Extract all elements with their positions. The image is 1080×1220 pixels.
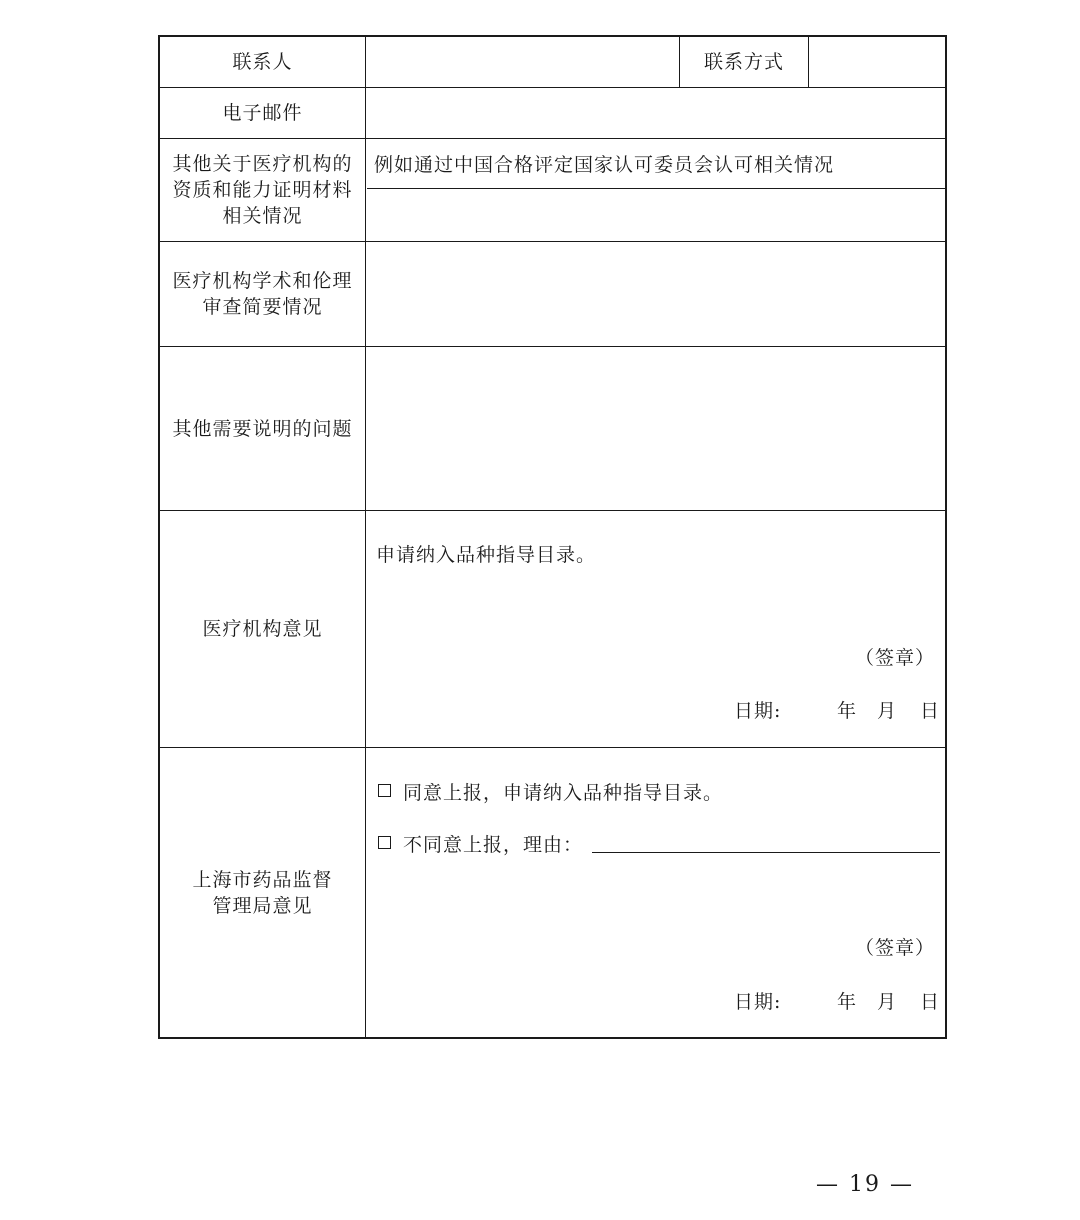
ethics-label: 医疗机构学术和伦理 审查简要情况	[172, 270, 353, 318]
disagree-reason-field[interactable]	[592, 852, 940, 853]
ethics-field[interactable]	[374, 257, 934, 327]
contact-method-field[interactable]	[816, 49, 936, 75]
institution-date-year: 年	[837, 700, 858, 722]
institution-date-label: 日期:	[734, 700, 782, 722]
other-issues-label: 其他需要说明的问题	[172, 417, 353, 440]
column-divider	[808, 37, 809, 87]
agree-checkbox[interactable]	[378, 784, 391, 797]
institution-date-day: 日	[920, 700, 941, 722]
institution-date-month: 月	[877, 700, 898, 722]
bureau-seal-label: （签章）	[855, 937, 936, 959]
disagree-checkbox[interactable]	[378, 836, 391, 849]
other-issues-field[interactable]	[374, 362, 934, 492]
institution-opinion-text: 申请纳入品种指导目录。	[376, 544, 597, 566]
bureau-date-year: 年	[837, 991, 858, 1013]
disagree-option-label: 不同意上报，理由：	[403, 834, 584, 856]
qualification-example-text: 例如通过中国合格评定国家认可委员会认可相关情况	[374, 154, 835, 176]
bureau-date-month: 月	[877, 991, 898, 1013]
qualification-field[interactable]	[374, 202, 934, 228]
contact-label: 联系人	[232, 51, 293, 73]
bureau-date-day: 日	[920, 991, 941, 1013]
contact-field[interactable]	[374, 49, 670, 75]
contact-method-label: 联系方式	[703, 51, 784, 73]
agree-option-label: 同意上报，申请纳入品种指导目录。	[403, 782, 724, 804]
page-number: — 19 —	[816, 1172, 914, 1197]
email-label: 电子邮件	[222, 102, 303, 124]
institution-opinion-label: 医疗机构意见	[202, 618, 323, 640]
row-divider	[367, 188, 945, 189]
column-divider	[365, 37, 366, 1037]
bureau-date-label: 日期:	[734, 991, 782, 1013]
qualification-label: 其他关于医疗机构的 资质和能力证明材料 相关情况	[172, 153, 353, 227]
institution-seal-label: （签章）	[855, 647, 936, 669]
email-field[interactable]	[374, 100, 934, 126]
application-form-table	[158, 35, 947, 1039]
bureau-opinion-label: 上海市药品监督 管理局意见	[192, 868, 333, 917]
